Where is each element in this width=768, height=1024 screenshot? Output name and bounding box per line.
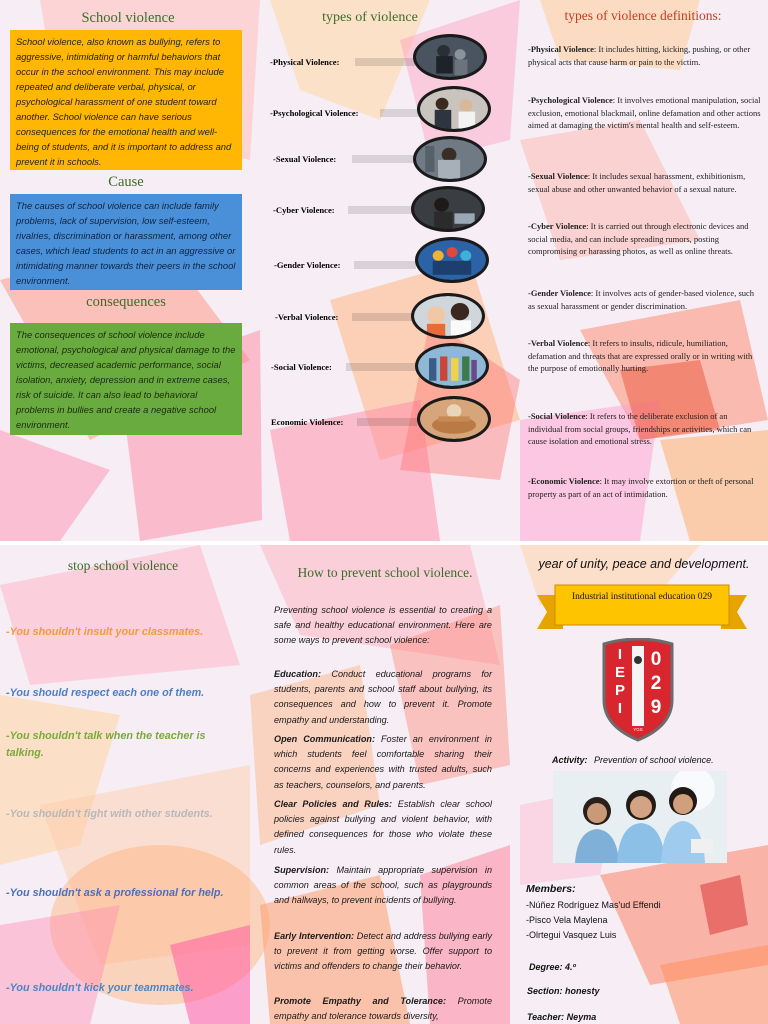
rule-item: -You shouldn't ask a professional for help. [6, 887, 224, 899]
definition-item [528, 94, 762, 132]
school-violence-intro-box: School violence, also known as bullying, refers to aggressive, intimidating or harmful behaviors that occur in the school environment. This may include repeated and deliberate verbal, physical, or psychological harassment of one student toward another. School violence can have serious consequences for the emotional health and well-being of students, and it is important to address and prevent it in schools. [10, 30, 242, 170]
activity-text: Prevention of school violence. [594, 755, 714, 765]
activity-label: Activity: [552, 755, 588, 765]
shield-number: 2 [650, 673, 662, 694]
prevent-item [274, 667, 492, 728]
violence-type-line [357, 418, 417, 426]
school-violence-title: School violence [81, 10, 175, 26]
members-label: Members: [526, 883, 576, 895]
violence-type-label: -Physical Violence: [270, 57, 340, 67]
prevent-term: Promote Empathy and Tolerance: [274, 996, 446, 1006]
banner-text: Industrial institutional education 029 [571, 592, 713, 602]
violence-type-label: -Cyber Violence: [273, 205, 335, 215]
definition-text: : It involves emotional manipulation, social exclusion, emotional blackmail, online defamation and other actions aimed at damaging the victim's mental health and self-esteem. [528, 95, 761, 131]
definition-text: : It includes hitting, kicking, pushing, or other physical acts that cause harm or pain to the victim. [528, 44, 751, 67]
definitions-title: types of violence definitions: [564, 8, 722, 23]
cause-box: The causes of school violence can include family problems, lack of supervision, low self-esteem, rivalries, discrimination or harassment, among other cases, which lead students to act in an aggressive or intimidating manner towards their peers in the school environment. [10, 194, 242, 290]
brochure-inside-page [0, 545, 768, 1024]
physical-violence-image [413, 34, 487, 80]
shield-small-text: YGS [633, 727, 643, 732]
prevent-term: Early Intervention: [274, 931, 355, 941]
prevent-term: Open Communication: [274, 734, 375, 744]
prevent-intro: Preventing school violence is essential to creating a safe and healthy educational environment. Here are some ways to prevent school violence: [274, 605, 492, 646]
shield-numbers [646, 648, 666, 720]
shield-letter: I [617, 700, 623, 717]
definition-item [528, 170, 762, 195]
shield-number: 0 [650, 649, 662, 670]
rule-item: -You should respect each one of them. [6, 687, 205, 699]
definition-item [528, 287, 762, 312]
rule-item: -You shouldn't kick your teammates. [6, 982, 194, 994]
rule-item: -You shouldn't fight with other students. [6, 808, 213, 820]
prevent-text: Foster an environment in which students feel comfortable sharing their concerns and experiences with trusted adults, such as teachers, counselors, and parents. [274, 734, 492, 790]
violence-type-line [348, 206, 412, 214]
violence-type-line [354, 261, 416, 269]
prevent-term: Supervision: [274, 865, 330, 875]
violence-type-label: -Psychological Violence: [270, 108, 359, 118]
school-banner [537, 581, 747, 633]
member-name: -Núñez Rodríguez Mas'ud Effendi [526, 900, 661, 910]
member-name: -Pisco Vela Maylena [526, 915, 608, 925]
definition-item [528, 475, 762, 500]
teacher-label: Teacher: Neyma [527, 1012, 597, 1022]
shield-letter: I [617, 646, 623, 663]
stop-violence-title: stop school violence [67, 558, 179, 573]
shield-letter: E [614, 664, 625, 681]
types-of-violence-title: types of violence [322, 10, 418, 25]
degree-label: Degree: 4.º [529, 962, 576, 972]
prevent-text: Promote empathy and tolerance towards diversity, [274, 996, 492, 1022]
shield-letter: P [614, 682, 625, 699]
shield-letters [610, 646, 630, 718]
definition-term: -Sexual Violence [528, 171, 588, 181]
prevent-item [274, 994, 492, 1024]
definition-item [528, 410, 762, 448]
rule-item: -You shouldn't insult your classmates. [6, 626, 204, 638]
definition-item [528, 337, 762, 375]
prevent-term: Education: [274, 669, 321, 679]
year-motto: year of unity, peace and development. [538, 557, 750, 571]
prevent-text: Conduct educational programs for students, parents and school staff about bullying, its consequences and how to prevent it. Promote empathy and understanding. [274, 669, 492, 725]
school-shield-logo [598, 638, 678, 742]
violence-type-line [380, 109, 420, 117]
consequences-box: The consequences of school violence include emotional, psychological and physical damage to the victims, decreased academic performance, social isolation, anxiety, depression and in extreme cases, risk of suicide. It can also lead to behavioral problems in bullies and create a negative school environment. [10, 323, 242, 435]
prevent-term: Clear Policies and Rules: [274, 799, 393, 809]
cause-title: Cause [108, 174, 144, 190]
violence-type-line [352, 155, 414, 163]
violence-type-line [355, 58, 415, 66]
economic-violence-image [417, 396, 491, 442]
definition-term: -Physical Violence [528, 44, 594, 54]
psychological-violence-image [417, 86, 491, 132]
definition-term: -Verbal Violence [528, 338, 588, 348]
definition-item [528, 220, 762, 258]
section-label: Section: honesty [527, 986, 600, 996]
verbal-violence-image [411, 293, 485, 339]
prevent-item [274, 732, 492, 793]
prevent-text: Maintain appropriate supervision in common areas of the school, such as playgrounds and hallways, to prevent incidents of bullying. [274, 865, 492, 906]
violence-type-label: -Gender Violence: [274, 260, 341, 270]
definition-term: -Cyber Violence [528, 221, 587, 231]
gender-violence-image [415, 237, 489, 283]
definition-text: : It may involve extortion or theft of personal property as part of an act of intimidation. [528, 476, 754, 499]
violence-type-label: Economic Violence: [271, 417, 344, 427]
social-violence-image [415, 343, 489, 389]
definition-item [528, 43, 762, 68]
violence-type-line [352, 313, 414, 321]
activity-line [552, 755, 714, 765]
definition-text: : It refers to insults, ridicule, humiliation, defamation and threats that are expressed orally or in writing with the purpose of emotionally hurting. [528, 338, 753, 374]
definition-term: -Psychological Violence [528, 95, 613, 105]
definition-text: : It involves acts of gender-based violence, such as sexual harassment or gender discrimination. [528, 288, 755, 311]
prevent-item [274, 797, 492, 858]
rule-item: -You shouldn't talk when the teacher is talking. [6, 730, 206, 759]
member-name: -Olrtegui Vasquez Luis [526, 930, 617, 940]
definition-text: : It includes sexual harassment, exhibitionism, sexual abuse and other unwanted behavior of a sexual nature. [528, 171, 746, 194]
violence-type-label: -Sexual Violence: [273, 154, 337, 164]
sexual-violence-image [413, 136, 487, 182]
definition-text: : It is carried out through electronic devices and social media, and can include spreading rumors, posting compromising or harassing photos, as well as online threats. [528, 221, 749, 257]
definition-text: : It refers to the deliberate exclusion of an individual from social groups, friendships or activities, which can cause isolation and emotional stress. [528, 411, 752, 447]
shield-number: 9 [650, 697, 662, 718]
prevent-title: How to prevent school violence. [297, 565, 473, 580]
prevent-text: Establish clear school policies against bullying and violent behavior, with defined consequences for those who violate these rules. [274, 799, 492, 855]
violence-type-label: -Verbal Violence: [275, 312, 339, 322]
consequences-title: consequences [86, 294, 166, 310]
prevent-item [274, 929, 492, 975]
cyber-violence-image [411, 186, 485, 232]
violence-type-line [346, 363, 416, 371]
prevent-item [274, 863, 492, 909]
definition-term: -Gender Violence [528, 288, 591, 298]
definition-term: -Social Violence [528, 411, 586, 421]
definition-term: -Economic Violence [528, 476, 600, 486]
prevent-text: Detect and address bullying early to prevent it from getting worse. Offer support to victims and offenders to change their behavior. [274, 931, 492, 972]
violence-type-label: -Social Violence: [271, 362, 332, 372]
students-photo [553, 771, 727, 863]
